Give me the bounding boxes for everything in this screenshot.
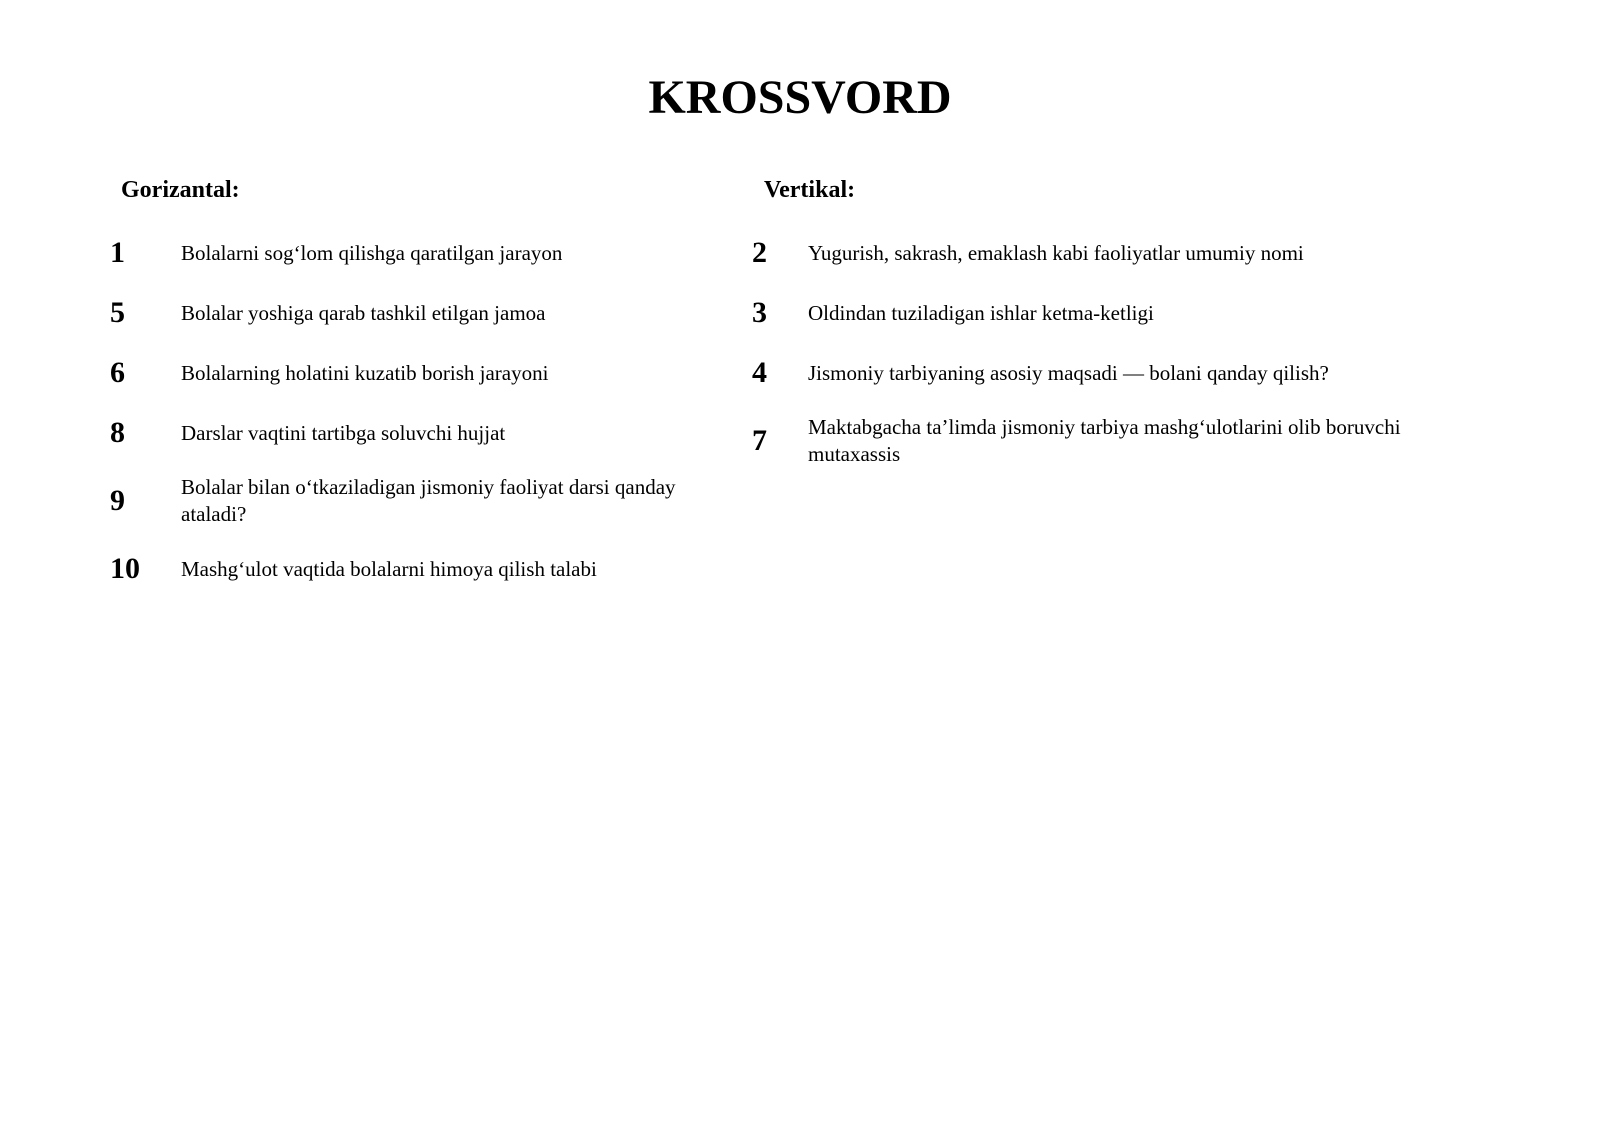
horizontal-clue-list bbox=[110, 223, 730, 599]
clue-item bbox=[110, 539, 730, 599]
clue-number: 3 bbox=[752, 296, 767, 329]
clue-text: Yugurish, sakrash, emaklash kabi faoliyatlar umumiy nomi bbox=[808, 240, 1304, 265]
clue-number: 8 bbox=[110, 416, 125, 449]
clue-item bbox=[752, 343, 1492, 403]
clue-number: 2 bbox=[752, 236, 767, 269]
clue-item bbox=[110, 463, 730, 539]
clue-text: Bolalarni sog‘lom qilishga qaratilgan jarayon bbox=[181, 240, 563, 265]
clue-text: Oldindan tuziladigan ishlar ketma-ketligi bbox=[808, 300, 1154, 325]
clue-text: Jismoniy tarbiyaning asosiy maqsadi — bolani qanday qilish? bbox=[808, 360, 1329, 385]
horizontal-heading: Gorizantal: bbox=[121, 177, 240, 203]
clue-text: Bolalar bilan o‘tkaziladigan jismoniy faoliyat darsi qanday ataladi? bbox=[181, 475, 676, 526]
clue-item bbox=[110, 343, 730, 403]
clue-number: 4 bbox=[752, 356, 767, 389]
clue-item bbox=[110, 283, 730, 343]
clue-number: 1 bbox=[110, 236, 125, 269]
clue-number: 10 bbox=[110, 552, 140, 585]
clue-item bbox=[752, 283, 1492, 343]
clue-number: 5 bbox=[110, 296, 125, 329]
clue-text: Bolalar yoshiga qarab tashkil etilgan jamoa bbox=[181, 300, 546, 325]
clue-item bbox=[110, 403, 730, 463]
clue-text: Darslar vaqtini tartibga soluvchi hujjat bbox=[181, 420, 506, 445]
clue-text: Bolalarning holatini kuzatib borish jarayoni bbox=[181, 360, 549, 385]
clue-text: Maktabgacha ta’limda jismoniy tarbiya mashg‘ulotlarini olib boruvchi mutaxassis bbox=[808, 415, 1401, 466]
vertical-clue-list bbox=[752, 223, 1492, 479]
clue-number: 6 bbox=[110, 356, 125, 389]
clue-number: 7 bbox=[752, 424, 767, 457]
page-title: KROSSVORD bbox=[648, 71, 952, 124]
clue-text: Mashg‘ulot vaqtida bolalarni himoya qilish talabi bbox=[181, 556, 597, 581]
clue-number: 9 bbox=[110, 484, 125, 517]
vertical-clues-section bbox=[752, 172, 1492, 479]
vertical-heading: Vertikal: bbox=[764, 177, 856, 203]
clue-item bbox=[110, 223, 730, 283]
clue-item bbox=[752, 223, 1492, 283]
clue-item bbox=[752, 403, 1492, 479]
horizontal-clues-section bbox=[110, 172, 730, 599]
